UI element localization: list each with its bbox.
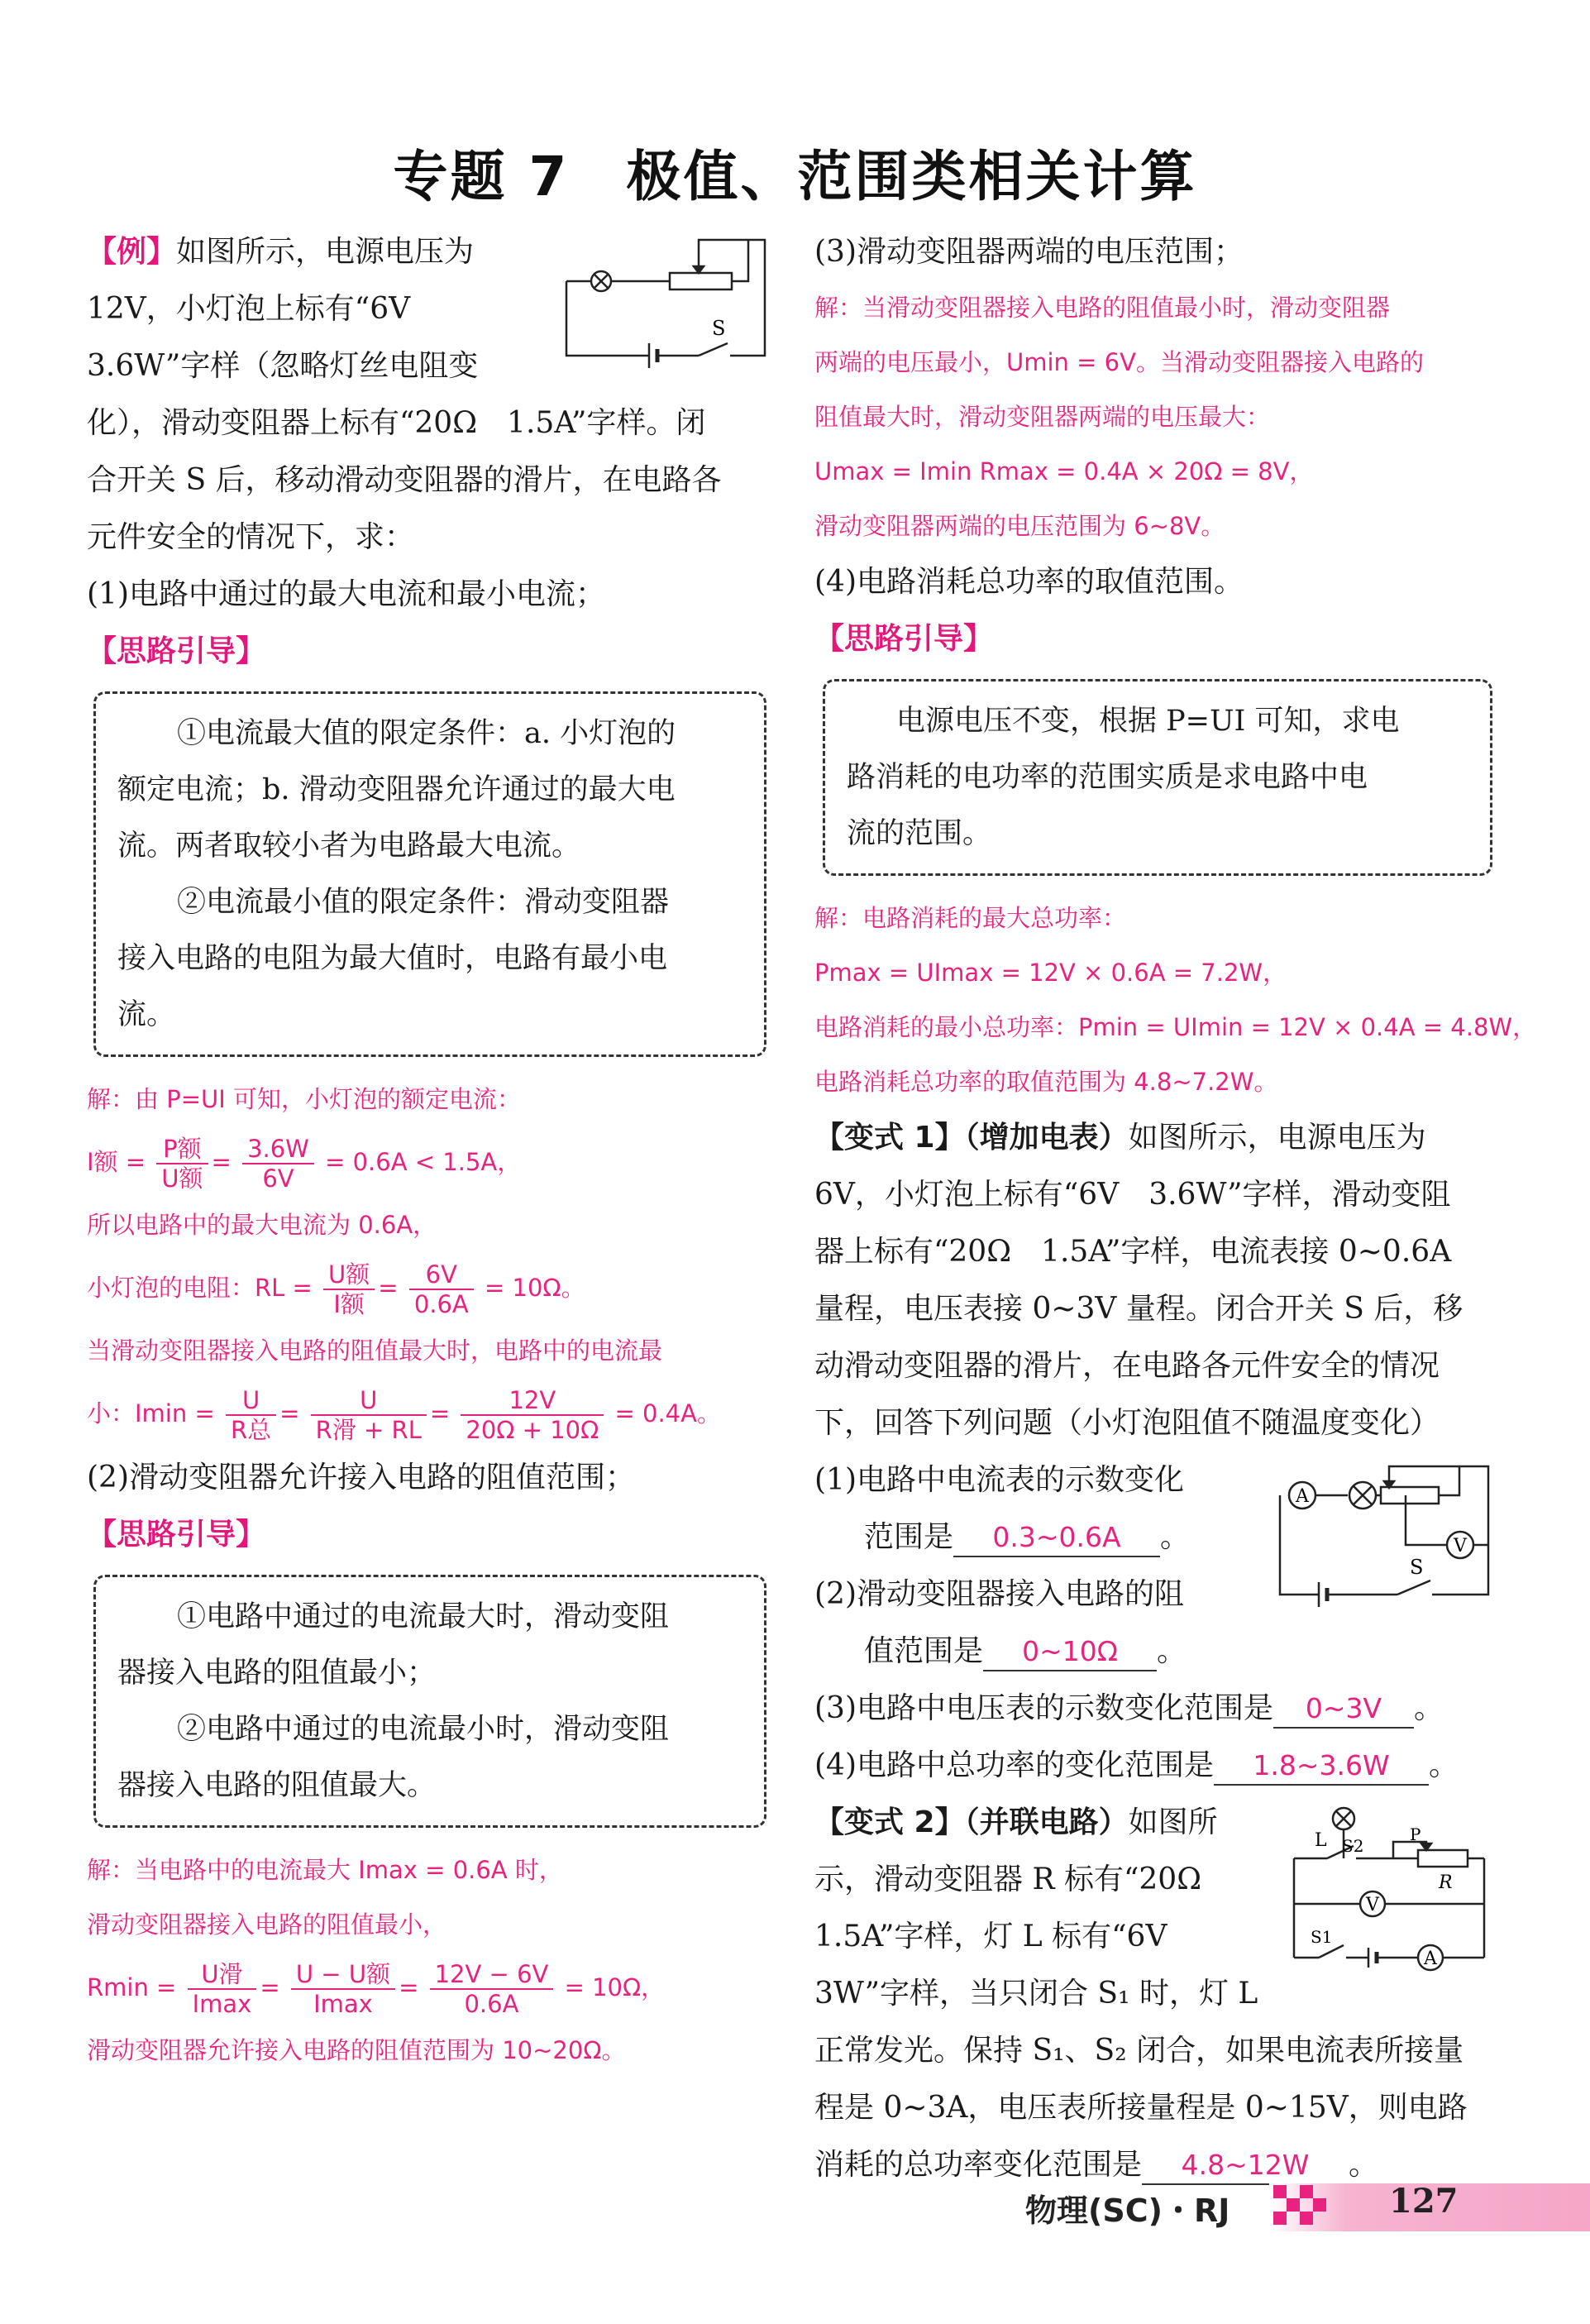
example-text-1: 如图所示，电源电压为 (176, 235, 475, 269)
numerator: 12V − 6V (430, 1960, 554, 1990)
variant-2-text-7: 消耗的总功率变化范围是 (814, 2148, 1143, 2182)
variant-1-q1-line-1: (1)电路中电流表的示数变化 (814, 1463, 1184, 1497)
variant-1-q1-line-2 (814, 1509, 1501, 1566)
variant-1-tag: 【变式 1】 (814, 1121, 965, 1155)
sentence-end: 。 (1157, 1634, 1187, 1668)
variant-2-label: （并联电路） (964, 1805, 1129, 1839)
guide-2-line-4: 器接入电路的阻值最大。 (117, 1769, 437, 1802)
variant-2-line-5: 正常发光。保持 S₁、S₂ 闭合，如果电流表所接量 (814, 2034, 1464, 2068)
numerator: U (226, 1386, 276, 1416)
fraction (291, 1960, 395, 2018)
sentence-end: 。 (1160, 1520, 1191, 1554)
answer-blank-2[interactable]: 0~10Ω (983, 1633, 1157, 1671)
solution-1-line-1: 解：由 P=UI 可知，小灯泡的额定电流： (87, 1085, 522, 1113)
lamp-label: L (1315, 1830, 1327, 1851)
denominator: 0.6A (464, 1990, 519, 2018)
fraction (156, 1135, 208, 1193)
page-number: 127 (1389, 2182, 1459, 2221)
solution-4-line-4: 电路消耗总功率的取值范围为 4.8~7.2W。 (814, 1068, 1278, 1096)
page-title: 专题 7 极值、范围类相关计算 (393, 145, 1197, 208)
guide-1-line-2: 额定电流；b. 滑动变阻器允许通过的最大电 (117, 773, 676, 806)
question-3: (3)滑动变阻器两端的电压范围； (814, 235, 1244, 269)
numerator: U − U额 (291, 1960, 395, 1990)
solution-1-line-5: 当滑动变阻器接入电路的阻值最大时，电路中的电流最 (87, 1337, 663, 1365)
variant-1-line-6: 下，回答下列问题（小灯泡阻值不随温度变化） (814, 1406, 1440, 1440)
numerator: P额 (156, 1135, 208, 1164)
example-line-1 (87, 223, 766, 280)
solution-2-line-4: 滑动变阻器允许接入电路的阻值范围为 10~20Ω。 (87, 2036, 626, 2064)
variant-1-text-1: 如图所示，电源电压为 (1128, 1121, 1426, 1155)
guide-2-box (93, 1575, 766, 1828)
guide-2-tag: 【思路引导】 (87, 1518, 266, 1552)
variant-2 (814, 1794, 1501, 2193)
answer-blank-1[interactable]: 0.3~0.6A (953, 1519, 1160, 1557)
denominator: 0.6A (413, 1290, 469, 1318)
left-column (87, 223, 766, 2078)
answer-blank-4[interactable]: 1.8~3.6W (1214, 1748, 1429, 1786)
formula-lhs: 小：Imin = (87, 1399, 215, 1427)
example-tag: 【例】 (87, 235, 177, 269)
variant-1-q1-prefix: 范围是 (864, 1520, 954, 1554)
example-line-6: 元件安全的情况下，求： (87, 520, 415, 554)
variant-1-q4-text: (4)电路中总功率的变化范围是 (814, 1748, 1214, 1782)
example-line-3: 3.6W”字样（忽略灯丝电阻变 (87, 349, 479, 383)
formula-result: = 10Ω， (564, 1973, 666, 2001)
fraction (311, 1386, 427, 1444)
solution-4-line-2: Pmax = UImax = 12V × 0.6A = 7.2W， (814, 959, 1287, 987)
solution-1-line-2: I额 = $\frac{\text{P额}}{\text{U额}}$ = $\frac{3.6W}{6V}$ = 0.6A < 1.5A， (87, 1135, 522, 1193)
formula-result: = 0.6A < 1.5A， (325, 1148, 522, 1176)
ammeter-label: A (1296, 1486, 1309, 1507)
variant-2-tag: 【变式 2】 (814, 1805, 965, 1839)
variant-2-text-1: 如图所 (1128, 1805, 1218, 1839)
solution-3-line-5: 滑动变阻器两端的电压范围为 6~8V。 (814, 512, 1225, 540)
formula-result: = 10Ω。 (485, 1274, 585, 1302)
question-4: (4)电路消耗总功率的取值范围。 (814, 565, 1244, 599)
numerator: U额 (323, 1260, 375, 1290)
fraction (461, 1386, 604, 1444)
solution-1-line-6: 小：Imin = $\frac{U}{\text{R总}}$ = $\frac{U}{\text{R滑 + RL}}$ = $\frac{12V}{20\Omega + 10\Omega}$ = 0.4A。 (87, 1386, 721, 1444)
switch-label: S (1410, 1556, 1424, 1579)
numerator: 12V (461, 1386, 604, 1416)
slider-label: P (1410, 1824, 1421, 1844)
guide-3-line-2: 路消耗的电功率的范围实质是求电路中电 (847, 761, 1368, 794)
variant-1-questions (814, 1451, 1501, 1794)
question-2: (2)滑动变阻器允许接入电路的阻值范围； (87, 1461, 635, 1494)
guide-2-line-3: ②电路中通过的电流最小时，滑动变阻 (177, 1713, 670, 1746)
formula-lhs: I额 = (87, 1148, 146, 1176)
denominator: 20Ω + 10Ω (466, 1416, 599, 1444)
rheostat-label: R (1439, 1872, 1453, 1893)
variant-1-q2-line-1: (2)滑动变阻器接入电路的阻 (814, 1577, 1184, 1611)
guide-3-box (823, 679, 1492, 876)
variant-1-line-5: 动滑动变阻器的滑片，在电路各元件安全的情况 (814, 1349, 1440, 1383)
guide-1-line-4: ②电流最小值的限定条件：滑动变阻器 (177, 886, 670, 919)
denominator: R总 (230, 1416, 272, 1444)
guide-1-box (93, 691, 766, 1057)
solution-2-line-1: 解：当电路中的电流最大 Imax = 0.6A 时， (87, 1856, 563, 1884)
guide-2-line-1: ①电路中通过的电流最大时，滑动变阻 (177, 1600, 670, 1633)
solution-2-line-2: 滑动变阻器接入电路的阻值最小， (87, 1910, 447, 1939)
right-column (814, 223, 1537, 2193)
fraction (242, 1135, 314, 1193)
guide-1-line-6: 流。 (117, 998, 176, 1031)
numerator: 6V (409, 1260, 474, 1290)
variant-2-line-6: 程是 0~3A，电压表所接量程是 0~15V，则电路 (814, 2091, 1468, 2125)
example-line-4: 化），滑动变阻器上标有“20Ω 1.5A”字样。闭 (87, 406, 706, 440)
solution-3-line-4: Umax = Imin Rmax = 0.4A × 20Ω = 8V， (814, 457, 1314, 485)
solution-1-line-4: 小灯泡的电阻：RL = $\frac{\text{U额}}{\text{I额}}$ = $\frac{6V}{0.6A}$ = 10Ω。 (87, 1260, 585, 1318)
variant-1-label: （增加电表） (964, 1121, 1129, 1155)
example-line-5: 合开关 S 后，移动滑动变阻器的滑片，在电路各 (87, 463, 722, 497)
guide-3-line-3: 流的范围。 (847, 817, 992, 850)
denominator: 6V (262, 1164, 294, 1193)
solution-4-line-1: 解：电路消耗的最大总功率： (814, 904, 1127, 932)
sentence-end: 。 (1414, 1691, 1444, 1725)
guide-1-line-5: 接入电路的电阻为最大值时，电路有最小电 (117, 942, 668, 975)
guide-1-line-3: 流。两者取较小者为电路最大电流。 (117, 830, 581, 863)
denominator: R滑 + RL (315, 1416, 422, 1444)
variant-1-line-1 (814, 1109, 1501, 1166)
guide-1-tag: 【思路引导】 (87, 634, 266, 668)
answer-blank-3[interactable]: 0~3V (1273, 1690, 1414, 1729)
variant-1-q3-text: (3)电路中电压表的示数变化范围是 (814, 1691, 1273, 1725)
sentence-end: 。 (1349, 2148, 1379, 2182)
formula-lhs: Rmin = (87, 1973, 177, 2001)
solution-3-line-3: 阻值最大时，滑动变阻器两端的电压最大： (814, 403, 1271, 431)
fraction (226, 1386, 276, 1444)
voltmeter-label: V (1454, 1536, 1467, 1557)
switch-label: S (712, 317, 726, 340)
guide-2-line-2: 器接入电路的阻值最小； (117, 1657, 437, 1690)
fraction (188, 1960, 257, 2018)
fraction (430, 1960, 554, 2018)
solution-1-line-3: 所以电路中的最大电流为 0.6A， (87, 1211, 437, 1239)
fraction (409, 1260, 474, 1318)
variant-1-q2-line-2 (814, 1623, 1501, 1680)
footer-subject: 物理(SC)・RJ (1025, 2192, 1230, 2229)
answer-blank-5[interactable]: 4.8~12W (1142, 2147, 1349, 2185)
sentence-end: 。 (1429, 1748, 1459, 1782)
switch-1-label: S1 (1311, 1927, 1333, 1947)
page-footer (1025, 2175, 1505, 2233)
denominator: I额 (333, 1290, 365, 1318)
solution-2-line-3: Rmin = $\frac{\text{U滑}}{Imax}$ = $\frac{\text{U − U额}}{Imax}$ = $\frac{12V - 6V}{0.6A}$ = 10Ω， (87, 1960, 666, 2018)
variant-1-line-3: 器上标有“20Ω 1.5A”字样，电流表接 0~0.6A (814, 1235, 1452, 1269)
variant-2-line-4: 3W”字样，当只闭合 S₁ 时，灯 L (814, 1977, 1258, 2011)
solution-4-line-3: 电路消耗的最小总功率：Pmin = UImin = 12V × 0.4A = 4.8W， (814, 1013, 1537, 1041)
guide-3-line-1: 电源电压不变，根据 P=UI 可知，求电 (896, 705, 1400, 738)
guide-1-line-1: ①电流最大值的限定条件：a. 小灯泡的 (177, 717, 676, 750)
denominator: U额 (161, 1164, 203, 1193)
fraction (323, 1260, 375, 1318)
ammeter-label: A (1424, 1949, 1437, 1969)
variant-1-line-4: 量程，电压表接 0~3V 量程。闭合开关 S 后，移 (814, 1292, 1463, 1326)
solution-3-line-2: 两端的电压最小，Umin = 6V。当滑动变阻器接入电路的 (814, 348, 1424, 376)
variant-2-line-3: 1.5A”字样，灯 L 标有“6V (814, 1920, 1167, 1953)
variant-1-line-2: 6V，小灯泡上标有“6V 3.6W”字样，滑动变阻 (814, 1178, 1451, 1212)
numerator: 3.6W (242, 1135, 314, 1164)
variant-2-line-1 (814, 1794, 1501, 1851)
denominator: Imax (192, 1990, 252, 2018)
variant-1-q4 (814, 1737, 1501, 1794)
voltmeter-label: V (1366, 1895, 1379, 1915)
solution-3-line-1: 解：当滑动变阻器接入电路的阻值最小时，滑动变阻器 (814, 294, 1391, 322)
guide-3-tag: 【思路引导】 (814, 622, 994, 656)
variant-1-q2-prefix: 值范围是 (864, 1634, 984, 1668)
example-line-2: 12V，小灯泡上标有“6V (87, 292, 411, 326)
formula-lhs: 小灯泡的电阻：RL = (87, 1274, 313, 1302)
numerator: U滑 (188, 1960, 257, 1990)
formula-result: = 0.4A。 (614, 1399, 721, 1427)
variant-1-q3 (814, 1680, 1501, 1737)
switch-2-label: S2 (1342, 1836, 1364, 1856)
question-1: (1)电路中通过的最大电流和最小电流； (87, 577, 605, 611)
variant-2-line-2: 示，滑动变阻器 R 标有“20Ω (814, 1863, 1202, 1896)
denominator: Imax (313, 1990, 373, 2018)
numerator: U (311, 1386, 427, 1416)
